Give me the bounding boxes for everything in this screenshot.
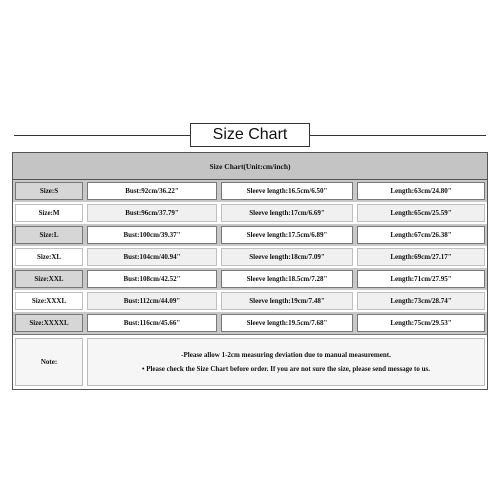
bust-cell: Bust:96cm/37.79": [87, 204, 217, 222]
note-label: Note:: [15, 338, 83, 386]
size-chart-table: [12, 152, 488, 390]
note-line: • Please check the Size Chart before order. If you are not sure the size, please send message to us.: [142, 365, 430, 373]
bust-cell: Bust:92cm/36.22": [87, 182, 217, 200]
bust-cell: Bust:100cm/39.37": [87, 226, 217, 244]
title-rule-right: [310, 135, 486, 136]
size-cell: Size:S: [15, 182, 83, 200]
bust-cell: Bust:112cm/44.09": [87, 292, 217, 310]
bust-cell: Bust:108cm/42.52": [87, 270, 217, 288]
sleeve-cell: Sleeve length:17.5cm/6.89": [221, 226, 353, 244]
note-line: -Please allow 1-2cm measuring deviation due to manual measurement.: [181, 351, 391, 359]
sleeve-cell: Sleeve length:19cm/7.48": [221, 292, 353, 310]
sleeve-cell: Sleeve length:19.5cm/7.68": [221, 314, 353, 332]
table-header: Size Chart(Unit:cm/inch): [13, 153, 487, 180]
size-cell: Size:L: [15, 226, 83, 244]
table-row: [13, 224, 487, 246]
table-row: [13, 180, 487, 202]
size-cell: Size:M: [15, 204, 83, 222]
length-cell: Length:67cm/26.38": [357, 226, 485, 244]
table-row: [13, 290, 487, 312]
note-text: [87, 338, 485, 386]
page-title: Size Chart: [190, 123, 310, 147]
size-cell: Size:XL: [15, 248, 83, 266]
bust-cell: Bust:116cm/45.66": [87, 314, 217, 332]
table-row: [13, 246, 487, 268]
table-row: [13, 268, 487, 290]
length-cell: Length:63cm/24.80": [357, 182, 485, 200]
sleeve-cell: Sleeve length:17cm/6.69": [221, 204, 353, 222]
sleeve-cell: Sleeve length:18cm/7.09": [221, 248, 353, 266]
sleeve-cell: Sleeve length:16.5cm/6.50": [221, 182, 353, 200]
size-cell: Size:XXXL: [15, 292, 83, 310]
length-cell: Length:65cm/25.59": [357, 204, 485, 222]
size-cell: Size:XXXXL: [15, 314, 83, 332]
title-rule-left: [14, 135, 190, 136]
table-row: [13, 202, 487, 224]
sleeve-cell: Sleeve length:18.5cm/7.28": [221, 270, 353, 288]
note-row: [13, 334, 487, 389]
length-cell: Length:69cm/27.17": [357, 248, 485, 266]
bust-cell: Bust:104cm/40.94": [87, 248, 217, 266]
length-cell: Length:73cm/28.74": [357, 292, 485, 310]
table-row: [13, 312, 487, 334]
length-cell: Length:75cm/29.53": [357, 314, 485, 332]
size-cell: Size:XXL: [15, 270, 83, 288]
length-cell: Length:71cm/27.95": [357, 270, 485, 288]
